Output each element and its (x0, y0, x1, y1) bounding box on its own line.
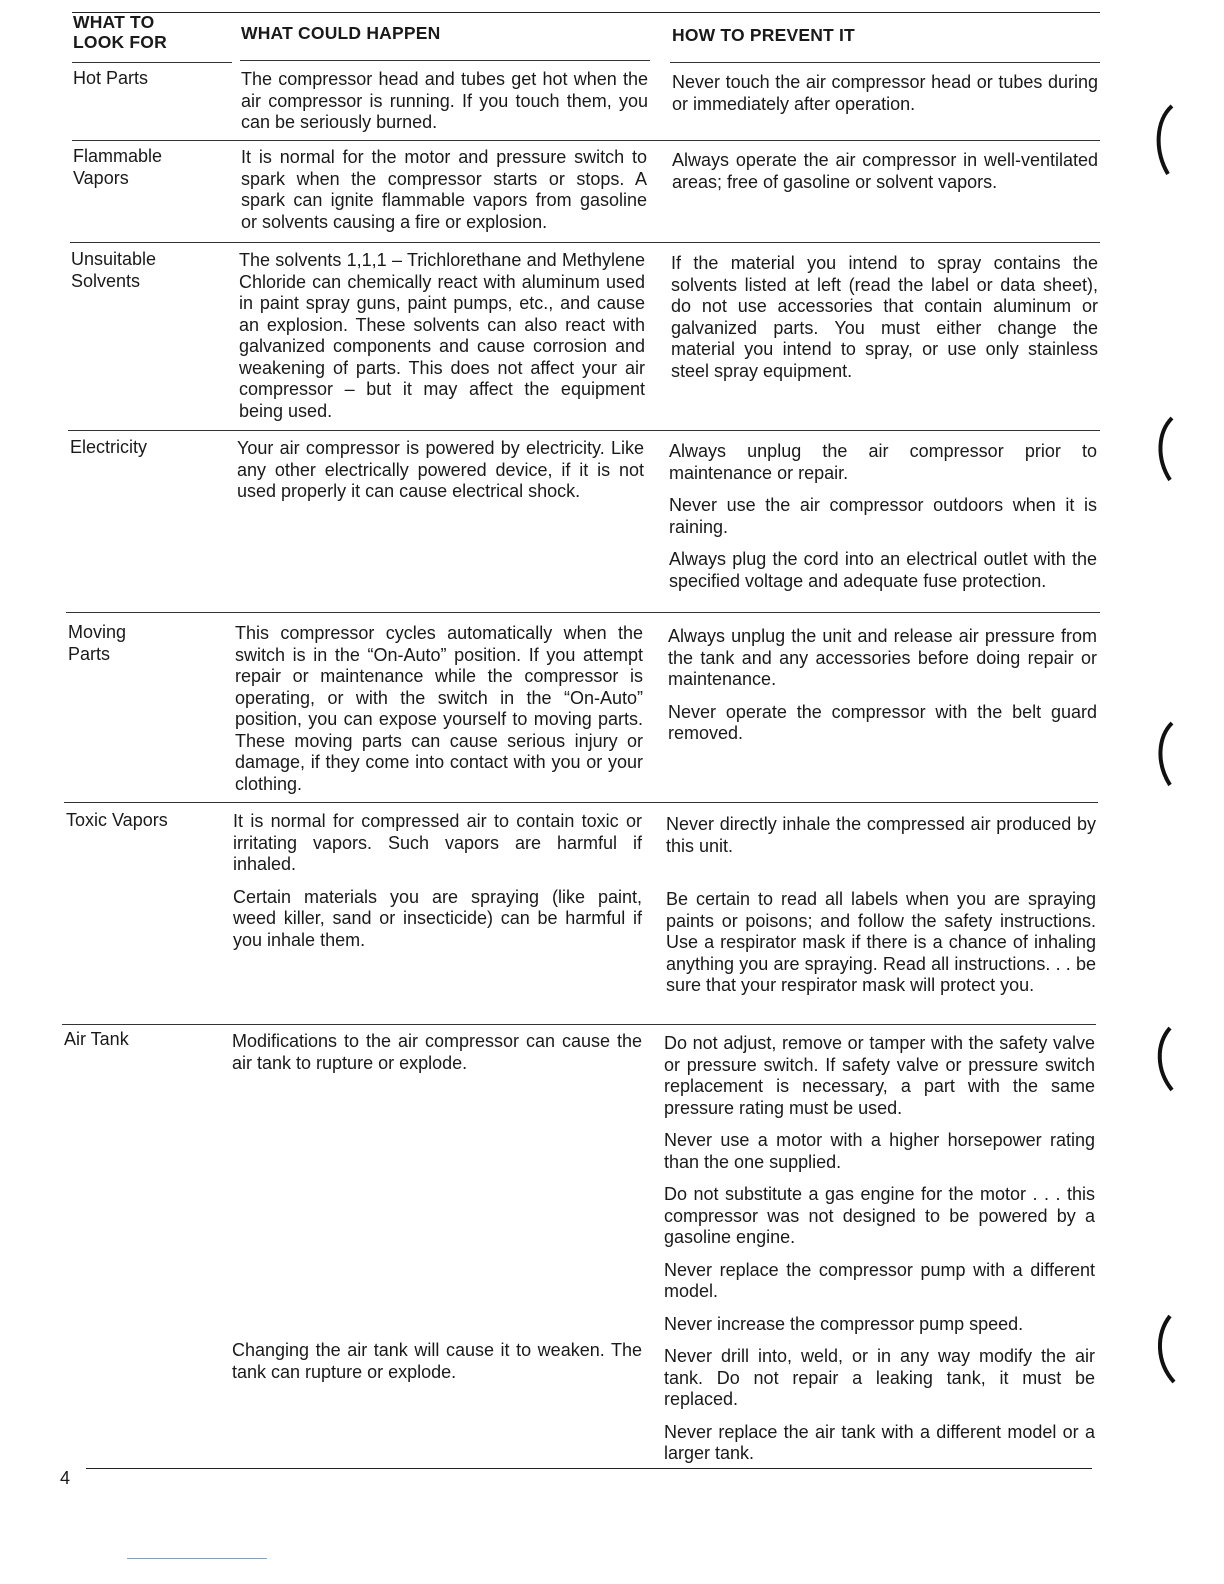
binding-hole-mark (1150, 410, 1180, 490)
row-prevent-moving-parts: Always unplug the unit and release air pressure from the tank and any accessories before doing repair or maintenance. Never operate the compressor with the belt guard removed. (668, 626, 1097, 743)
row-happen-hot-parts: The compressor head and tubes get hot when the air compressor is running. If you touch them, you can be seriously burned. (241, 69, 648, 132)
row-divider (70, 242, 1100, 243)
binding-hole-mark (1150, 715, 1180, 795)
row-label-moving-parts: Moving Parts (68, 622, 127, 664)
row-prevent-air-tank: Do not adjust, remove or tamper with the safety valve or pressure switch. If safety valve or pressure switch replacement is necessary, a part with the same pressure rating must be used. Never use a motor with a higher horsepower rating than the one supplied. Do not substitute a gas engine for the motor . . . this compressor was not designed to be powered by a gasoline engine. Never replace the compressor pump with a different model. Never increase the compressor pump speed. Never drill into, weld, or in any way modify the air tank. Do not repair a leaking tank, it must be replaced. Never replace the air tank with a different model or a larger tank. (664, 1033, 1095, 1463)
binding-hole-mark (1150, 100, 1180, 180)
top-rule (72, 12, 1100, 13)
row-happen-electricity: Your air compressor is powered by electricity. Like any other electrically powered device, if it is not used properly it can cause electrical shock. (237, 438, 644, 501)
row-happen-flammable-vapors: It is normal for the motor and pressure switch to spark when the compressor starts or stops. A spark can ignite flammable vapors from gasoline or solvents causing a fire or explosion. (241, 147, 647, 232)
row-happen-air-tank: Modifications to the air compressor can cause the air tank to rupture or explode. Changing the air tank will cause it to weaken. The tank can rupture or explode. (232, 1031, 642, 1382)
row-divider (72, 62, 232, 63)
row-label-flammable-vapors: Flammable Vapors (73, 146, 163, 188)
row-divider (72, 140, 1100, 141)
row-divider (670, 62, 1100, 63)
row-divider (68, 430, 1100, 431)
row-prevent-unsuitable-solvents: If the material you intend to spray contains the solvents listed at left (read the label or data sheet), do not use accessories that contain aluminum or galvanized parts. You must either change the material you intend to spray, or use only stainless steel spray equipment. (671, 253, 1098, 381)
row-prevent-electricity: Always unplug the air compressor prior to maintenance or repair. Never use the air compressor outdoors when it is raining. Always plug the cord into an electrical outlet with the specified voltage and adequate fuse protection. (669, 441, 1097, 591)
row-divider (240, 60, 650, 61)
binding-hole-mark (1150, 1022, 1180, 1102)
row-label-unsuitable-solvents: Unsuitable Solvents (71, 249, 157, 291)
row-prevent-flammable-vapors: Always operate the air compressor in well-ventilated areas; free of gasoline or solvent vapors. (672, 150, 1098, 192)
row-prevent-toxic-vapors: Never directly inhale the compressed air produced by this unit. Be certain to read all labels when you are spraying paints or poisons; and follow the safety instructions. Use a respirator mask if there is a chance of inhaling anything you are spraying. Read all instructions. . . be sure that your respirator mask will protect you. (666, 814, 1096, 995)
row-divider (62, 1024, 1096, 1025)
row-happen-unsuitable-solvents: The solvents 1,1,1 – Trichlorethane and Methylene Chloride can chemically react with aluminum used in paint spray guns, paint pumps, etc., and cause an explosion. These solvents can also react with galvanized components and cause corrosion and weakening of parts. This does not affect your air compressor – but it may affect the equipment being used. (239, 250, 645, 421)
row-label-toxic-vapors: Toxic Vapors (66, 810, 168, 830)
row-label-electricity: Electricity (70, 437, 148, 457)
scan-artifact-line (127, 1558, 267, 1559)
row-label-hot-parts: Hot Parts (73, 68, 149, 88)
row-divider (64, 802, 1098, 803)
header-what-to-look-for: WHAT TO LOOK FOR (73, 12, 167, 52)
row-divider (66, 612, 1100, 613)
row-prevent-hot-parts: Never touch the air compressor head or tubes during or immediately after operation. (672, 72, 1098, 114)
bottom-rule (86, 1468, 1092, 1469)
row-happen-moving-parts: This compressor cycles automatically when the switch is in the “On-Auto” position. If you attempt repair or maintenance while the compressor is operating, or with the switch in the “On-Auto” position, you can expose yourself to moving parts. These moving parts can cause serious injury or damage, if they come into contact with you or your clothing. (235, 623, 643, 794)
row-label-air-tank: Air Tank (64, 1029, 129, 1049)
header-how-to-prevent-it: HOW TO PREVENT IT (672, 25, 855, 45)
binding-hole-mark (1150, 1310, 1180, 1390)
row-happen-toxic-vapors: It is normal for compressed air to contain toxic or irritating vapors. Such vapors are harmful if inhaled. Certain materials you are spraying (like paint, weed killer, sand or insecticide) can be harmful if you inhale them. (233, 811, 642, 950)
page-number: 4 (60, 1468, 71, 1488)
header-what-could-happen: WHAT COULD HAPPEN (241, 23, 441, 43)
